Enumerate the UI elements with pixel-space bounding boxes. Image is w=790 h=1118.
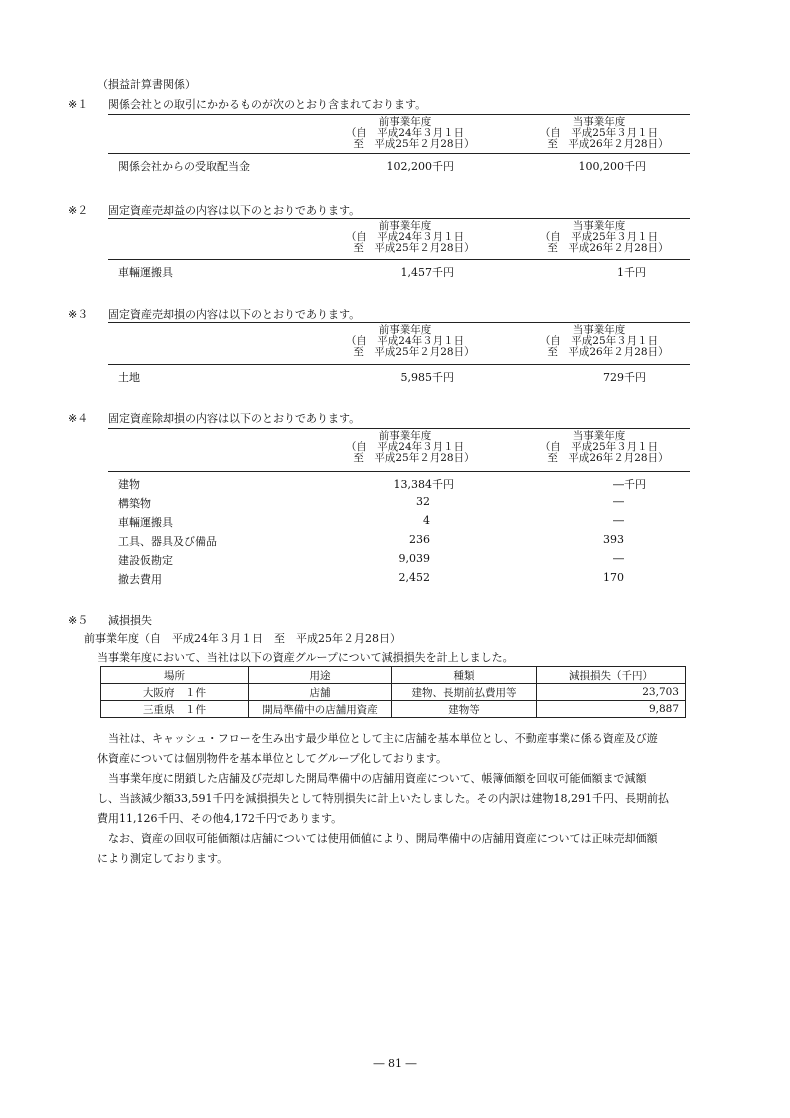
note3-mark: ※３ <box>68 308 89 321</box>
note4-row-curr: 170 <box>603 571 624 584</box>
para2-line3: 費用11,126千円、その他4,172千円であります。 <box>97 812 343 825</box>
note2-header-rule <box>108 259 690 260</box>
prev-period-label: 前事業年度 <box>378 324 432 336</box>
curr-period-from: （自 平成25年３月１日 <box>539 335 659 347</box>
header-location: 場所 <box>101 667 249 684</box>
note4-row-curr: ― <box>613 514 624 527</box>
note2-row-label: 車輛運搬具 <box>118 266 173 279</box>
header-usage: 用途 <box>249 667 392 684</box>
note5-title: 減損損失 <box>108 614 152 627</box>
cell-type: 建物、長期前払費用等 <box>392 684 537 701</box>
note1-top-rule <box>108 114 690 115</box>
note1-curr-header <box>524 117 674 150</box>
header-type: 種類 <box>392 667 537 684</box>
note5-intro: 当事業年度において、当社は以下の資産グループについて減損損失を計上しました。 <box>97 651 514 664</box>
note1-header-rule <box>108 153 690 154</box>
prev-period-to: 至 平成25年２月28日） <box>353 242 475 254</box>
para3-line1: なお、資産の回収可能価額は店舗については使用価値により、開局準備中の店舗用資産については正味売却価額 <box>108 832 658 845</box>
note1-row-prev: 102,200千円 <box>386 160 454 173</box>
note4-curr-header <box>524 431 674 464</box>
cell-amount: 9,887 <box>537 701 686 718</box>
note4-row-curr: 393 <box>603 533 624 546</box>
note4-row-prev: 9,039 <box>398 552 430 565</box>
note4-row-prev: 2,452 <box>398 571 430 584</box>
cell-location: 三重県 １件 <box>101 701 249 718</box>
note3-row-label: 土地 <box>118 371 140 384</box>
para1-line1: 当社は、キャッシュ・フローを生み出す最少単位として主に店舗を基本単位とし、不動産事業に係る資産及び遊 <box>108 732 658 745</box>
curr-period-to: 至 平成26年２月28日） <box>547 242 669 254</box>
section-title: （損益計算書関係） <box>97 78 196 91</box>
note1-text: 関係会社との取引にかかるものが次のとおり含まれております。 <box>108 98 427 111</box>
curr-period-from: （自 平成25年３月１日 <box>539 127 659 139</box>
note4-row-prev: 4 <box>423 514 430 527</box>
note2-prev-header <box>330 221 480 254</box>
para3-line2: により測定しております。 <box>97 852 229 865</box>
note3-top-rule <box>108 322 690 323</box>
note3-row-curr: 729千円 <box>603 371 646 384</box>
note3-curr-header <box>524 325 674 358</box>
prev-period-to: 至 平成25年２月28日） <box>353 346 475 358</box>
note3-header-rule <box>108 364 690 365</box>
curr-period-label: 当事業年度 <box>572 220 626 232</box>
curr-period-to: 至 平成26年２月28日） <box>547 346 669 358</box>
curr-period-label: 当事業年度 <box>572 116 626 128</box>
note4-text: 固定資産除却損の内容は以下のとおりであります。 <box>108 412 361 425</box>
note2-curr-header <box>524 221 674 254</box>
note4-row-prev: 32 <box>416 495 430 508</box>
curr-period-label: 当事業年度 <box>572 430 626 442</box>
note2-mark: ※２ <box>68 204 89 217</box>
prev-period-from: （自 平成24年３月１日 <box>345 441 465 453</box>
cell-location: 大阪府 １件 <box>101 684 249 701</box>
impairment-table <box>100 666 686 718</box>
prev-period-label: 前事業年度 <box>378 220 432 232</box>
note4-row-prev: 236 <box>409 533 430 546</box>
note1-prev-header <box>330 117 480 150</box>
cell-type: 建物等 <box>392 701 537 718</box>
cell-usage: 店舗 <box>249 684 392 701</box>
note4-header-rule <box>108 471 690 472</box>
note4-row-curr: ―千円 <box>613 478 646 491</box>
impairment-table-header <box>101 667 686 684</box>
note4-prev-header <box>330 431 480 464</box>
note2-row-prev: 1,457千円 <box>400 266 454 279</box>
prev-period-to: 至 平成25年２月28日） <box>353 452 475 464</box>
note4-row-label: 建物 <box>118 478 140 491</box>
prev-period-label: 前事業年度 <box>378 116 432 128</box>
prev-period-from: （自 平成24年３月１日 <box>345 335 465 347</box>
note3-prev-header <box>330 325 480 358</box>
note2-text: 固定資産売却益の内容は以下のとおりであります。 <box>108 204 361 217</box>
cell-amount: 23,703 <box>537 684 686 701</box>
note4-row-label: 構築物 <box>118 497 151 510</box>
table-row <box>101 701 686 718</box>
note3-text: 固定資産売却損の内容は以下のとおりであります。 <box>108 308 361 321</box>
note4-row-label: 撤去費用 <box>118 573 162 586</box>
note4-top-rule <box>108 428 690 429</box>
note4-row-curr: ― <box>613 495 624 508</box>
table-row <box>101 684 686 701</box>
curr-period-to: 至 平成26年２月28日） <box>547 138 669 150</box>
note2-row-curr: 1千円 <box>617 266 646 279</box>
para2-line2: し、当該減少額33,591千円を減損損失として特別損失に計上いたしました。その内訳は建物18,291千円、長期前払 <box>97 792 669 805</box>
note4-row-curr: ― <box>613 552 624 565</box>
curr-period-from: （自 平成25年３月１日 <box>539 441 659 453</box>
prev-period-label: 前事業年度 <box>378 430 432 442</box>
note4-mark: ※４ <box>68 412 89 425</box>
note5-mark: ※５ <box>68 614 89 627</box>
para1-line2: 休資産については個別物件を基本単位としてグループ化しております。 <box>97 752 448 765</box>
note2-top-rule <box>108 218 690 219</box>
cell-usage: 開局準備中の店舗用資産 <box>249 701 392 718</box>
page-number: ― 81 ― <box>373 1057 417 1070</box>
prev-period-from: （自 平成24年３月１日 <box>345 127 465 139</box>
note4-row-label: 建設仮勘定 <box>118 554 173 567</box>
note5-period: 前事業年度（自 平成24年３月１日 至 平成25年２月28日） <box>84 632 401 645</box>
note4-row-label: 車輛運搬具 <box>118 516 173 529</box>
curr-period-from: （自 平成25年３月１日 <box>539 231 659 243</box>
note1-mark: ※１ <box>68 98 89 111</box>
curr-period-label: 当事業年度 <box>572 324 626 336</box>
note4-row-label: 工具、器具及び備品 <box>118 535 217 548</box>
note4-row-prev: 13,384千円 <box>393 478 454 491</box>
note1-row-curr: 100,200千円 <box>578 160 646 173</box>
note3-row-prev: 5,985千円 <box>400 371 454 384</box>
curr-period-to: 至 平成26年２月28日） <box>547 452 669 464</box>
prev-period-to: 至 平成25年２月28日） <box>353 138 475 150</box>
header-impairment-loss: 減損損失（千円） <box>537 667 686 684</box>
para2-line1: 当事業年度に閉鎖した店舗及び売却した開局準備中の店舗用資産について、帳簿価額を回収可能価額まで減額 <box>108 772 647 785</box>
prev-period-from: （自 平成24年３月１日 <box>345 231 465 243</box>
note1-row-label: 関係会社からの受取配当金 <box>118 160 250 173</box>
